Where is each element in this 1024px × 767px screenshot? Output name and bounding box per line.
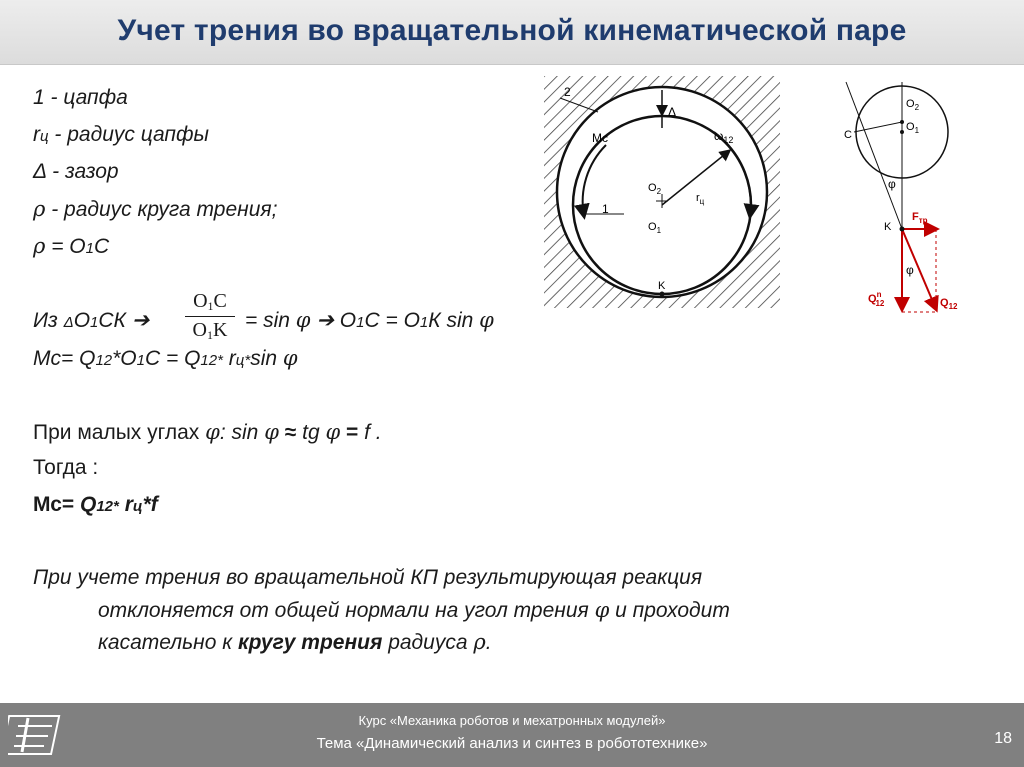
label-mc: Mс	[592, 131, 608, 145]
reaction-line	[846, 82, 902, 229]
label-o1: $O_1$	[648, 221, 662, 235]
small-angles-line: При малых углах φ: sin φ ≈ tg φ = f .	[33, 420, 382, 444]
slide-title: Учет трения во вращательной кинематической паре	[117, 14, 907, 47]
definition-trunnion: 1 - цапфа	[33, 86, 128, 109]
label-k-right: K	[884, 221, 892, 233]
definition-gap: Δ - зазор	[33, 160, 119, 183]
bearing-diagram	[544, 76, 780, 308]
label-1: 1	[602, 202, 609, 216]
point-k-small	[900, 227, 905, 232]
footer-course: Курс «Механика роботов и мехатронных модулей»	[358, 713, 666, 728]
label-phi-top: φ	[888, 177, 896, 191]
formula-triangle: Из ΔO1СК ➔	[33, 309, 150, 332]
label-phi-bottom: φ	[906, 263, 914, 277]
label-r: $r_ц$	[696, 192, 705, 206]
label-q: $Q_{12}$	[940, 297, 958, 311]
definition-rho: ρ = O1С	[33, 234, 110, 258]
label-ftr: $F_{тр}$	[912, 211, 928, 225]
label-o1-right: $O_1$	[906, 121, 920, 135]
formula-friction-moment: Мс= Q12*O1С = Q12* rц*sin φ	[33, 346, 298, 370]
label-omega: $\omega_{12}$	[714, 129, 734, 145]
conclusion-line-2: отклоняется от общей нормали на угол трения φ и проходит	[98, 598, 730, 622]
page-number: 18	[994, 730, 1012, 747]
label-2: 2	[564, 85, 571, 99]
label-c: C	[844, 129, 852, 141]
conclusion-line-1: При учете трения во вращательной КП результирующая реакция	[33, 566, 703, 589]
label-delta: Δ	[668, 105, 677, 119]
force-diagram	[832, 74, 982, 324]
radius-to-c	[854, 122, 902, 132]
footer-topic: Тема «Динамический анализ и синтез в робототехнике»	[316, 735, 708, 752]
label-o2-right: $O_2$	[906, 98, 920, 112]
label-k: K	[658, 280, 666, 292]
point-o2	[900, 120, 904, 124]
conclusion-line-3: касательно к кругу трения радиуса ρ.	[98, 630, 492, 654]
definition-radius: rц - радиус цапфы	[33, 123, 209, 146]
result-formula: Мс= Q12* rц*f	[33, 493, 158, 516]
point-k	[660, 292, 665, 297]
label-qn: $Q^n$ 12	[868, 290, 885, 308]
point-o1	[900, 130, 904, 134]
label-o2: $O_2$	[648, 182, 662, 196]
fraction-o1c-o1k: O1C O1K	[185, 290, 235, 343]
formula-sin-relation: = sin φ ➔ O1С = O1К sin φ	[245, 308, 494, 332]
definition-friction-circle: ρ - радиус круга трения;	[33, 197, 278, 221]
then-line: Тогда :	[33, 456, 99, 479]
